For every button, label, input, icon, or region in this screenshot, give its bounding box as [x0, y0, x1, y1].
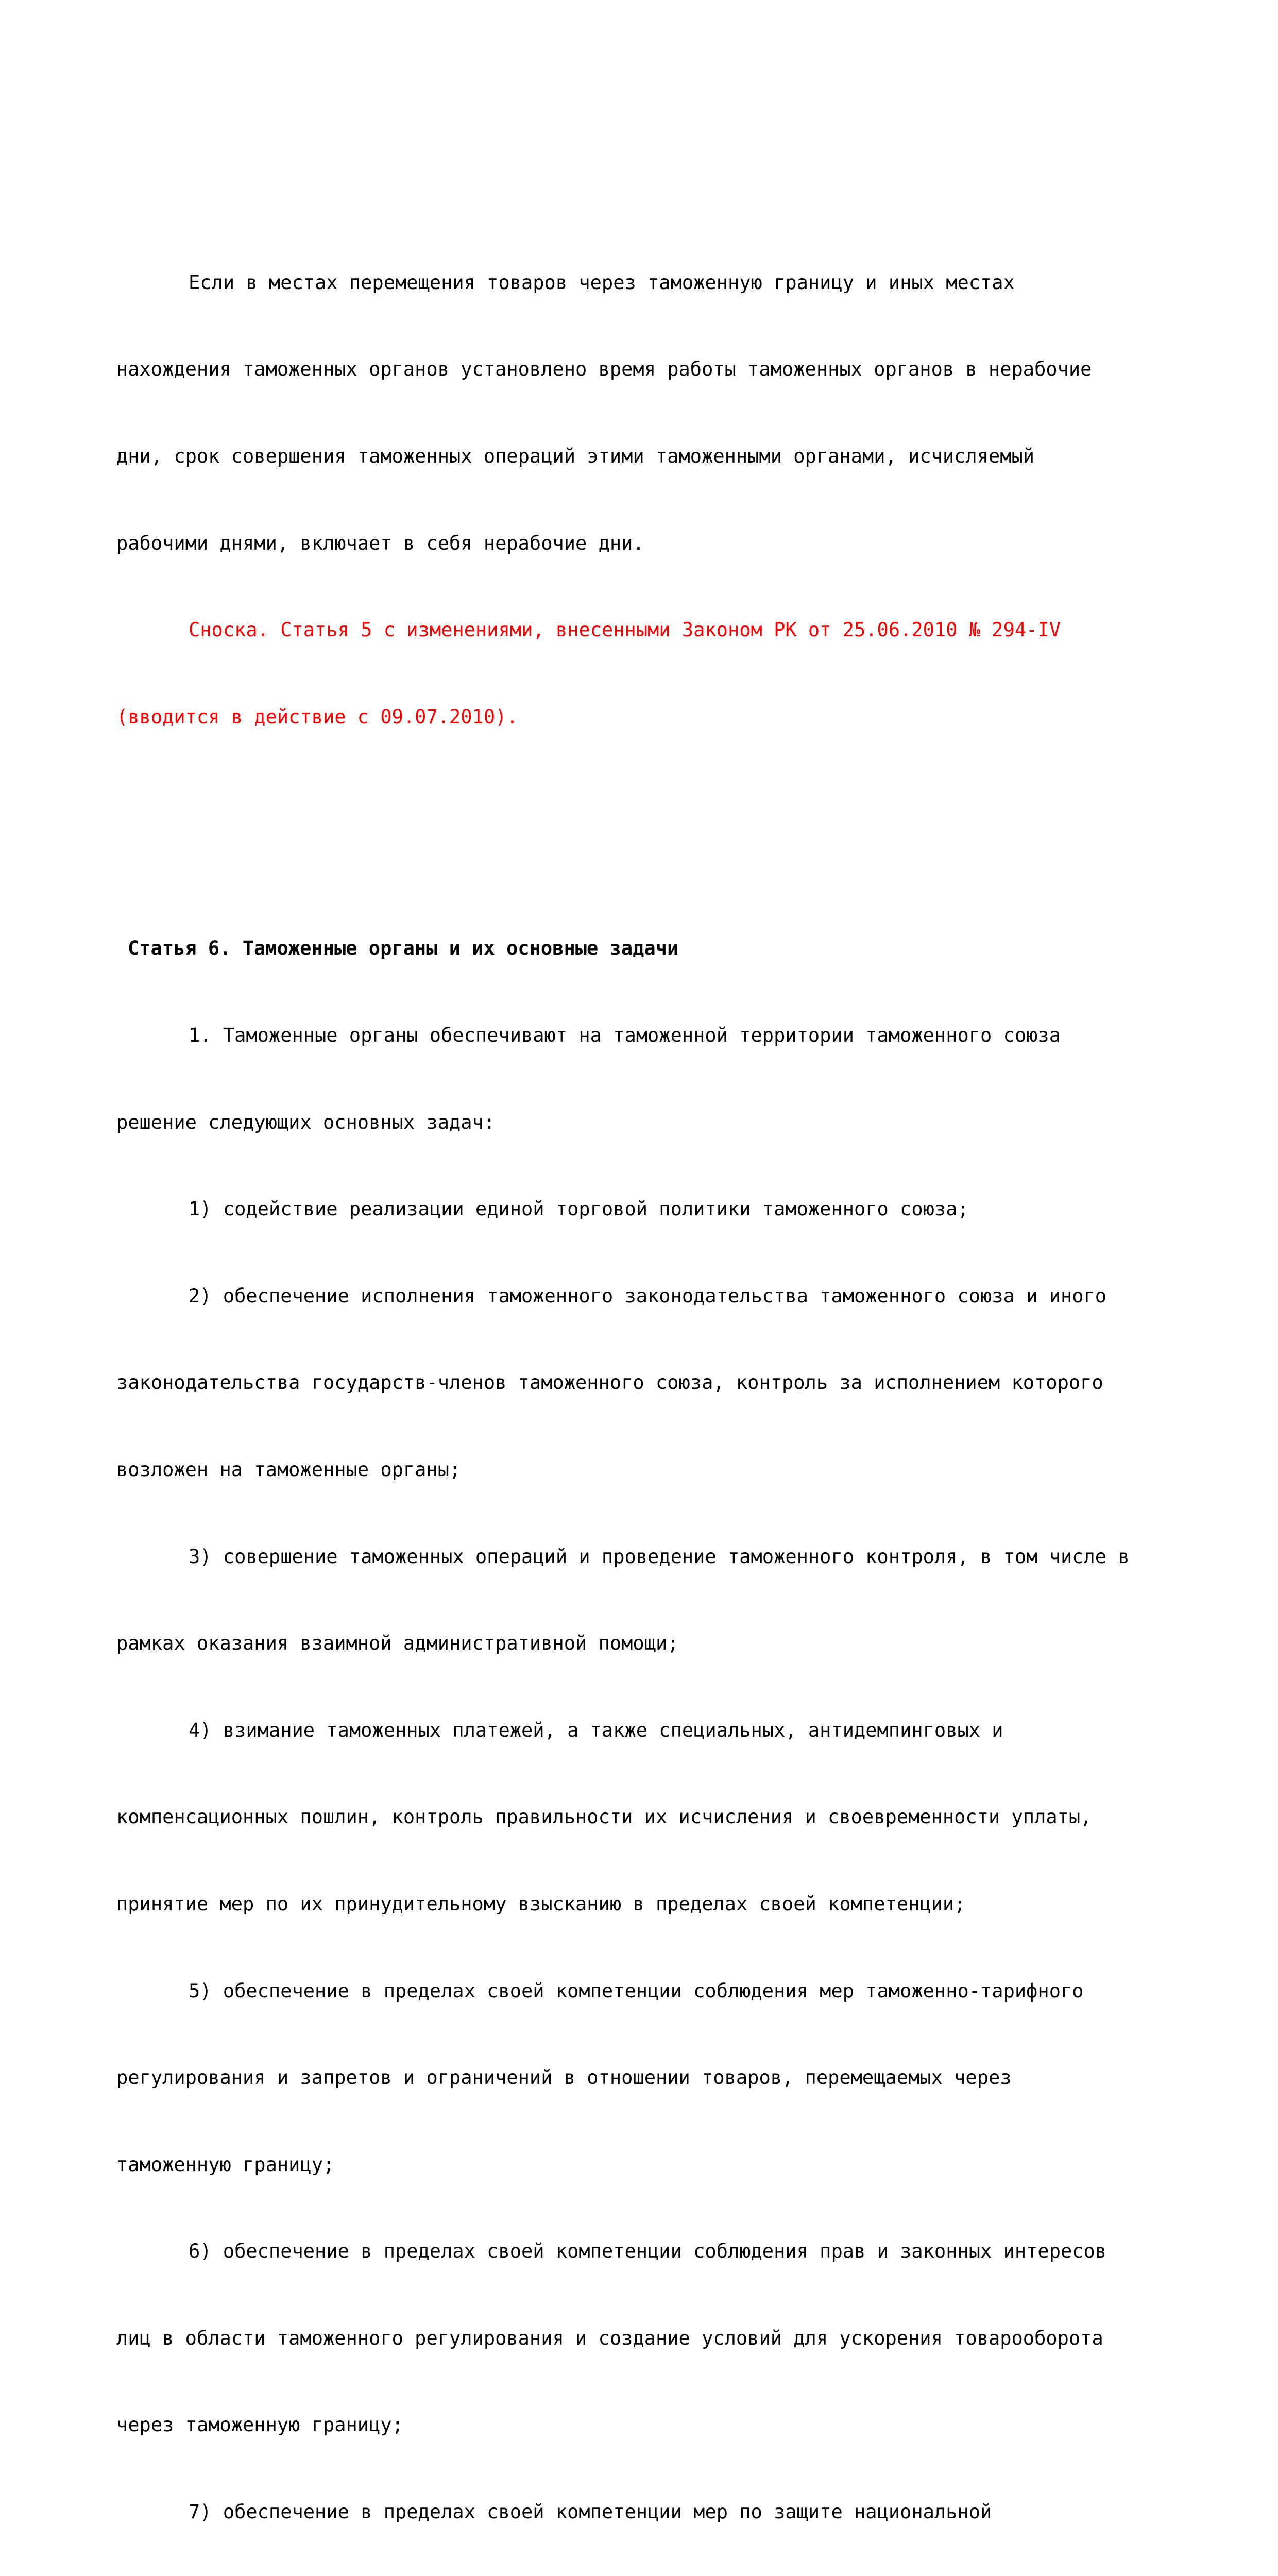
paragraph-line: 5) обеспечение в пределах своей компетенции соблюдения мер таможенно-тарифного [189, 1979, 1084, 2002]
paragraph-line: таможенную границу; [116, 2153, 335, 2176]
paragraph-line: 4) взимание таможенных платежей, а также специальных, антидемпинговых и [189, 1719, 1003, 1741]
paragraph-line: рамках оказания взаимной административной помощи; [116, 1632, 679, 1655]
paragraph-line: Если в местах перемещения товаров через таможенную границу и иных местах [189, 271, 1015, 294]
footnote-line: (вводится в действие с 09.07.2010). [116, 705, 518, 728]
paragraph-line: 6) обеспечение в пределах своей компетенции соблюдения прав и законных интересов [189, 2240, 1107, 2263]
paragraph-line: 7) обеспечение в пределах своей компетенции мер по защите национальной [189, 2501, 992, 2523]
paragraph-line: регулирования и запретов и ограничений в отношении товаров, перемещаемых через [116, 2066, 1012, 2089]
document-page [116, 152, 1178, 2576]
paragraph-line: 3) совершение таможенных операций и проведение таможенного контроля, в том числе в [189, 1545, 1130, 1568]
paragraph-line: лиц в области таможенного регулирования и создание условий для ускорения товарооборота [116, 2327, 1103, 2349]
article-heading: Статья 6. Таможенные органы и их основные задачи [128, 937, 679, 960]
paragraph-line: решение следующих основных задач: [116, 1111, 496, 1133]
paragraph-line: дни, срок совершения таможенных операций этими таможенными органами, исчисляемый [116, 445, 1035, 467]
paragraph-line: 2) обеспечение исполнения таможенного законодательства таможенного союза и иного [189, 1284, 1107, 1307]
footnote-line: Сноска. Статья 5 с изменениями, внесенными Законом РК от 25.06.2010 № 294-IV [189, 619, 1061, 641]
paragraph-line: нахождения таможенных органов установлено время работы таможенных органов в нерабочие [116, 358, 1092, 381]
paragraph-line: 1) содействие реализации единой торговой политики таможенного союза; [189, 1198, 969, 1221]
paragraph-line: законодательства государств-членов таможенного союза, контроль за исполнением которого [116, 1371, 1103, 1394]
spacer [116, 789, 1178, 818]
paragraph-line: через таможенную границу; [116, 2414, 403, 2436]
paragraph-line: возложен на таможенные органы; [116, 1458, 461, 1481]
paragraph-line: 1. Таможенные органы обеспечивают на таможенной территории таможенного союза [189, 1024, 1061, 1046]
paragraph-line: рабочими днями, включает в себя нерабочие дни. [116, 532, 644, 554]
paragraph-line: принятие мер по их принудительному взысканию в пределах своей компетенции; [116, 1892, 966, 1915]
paragraph-line: компенсационных пошлин, контроль правильности их исчисления и своевременности уплаты, [116, 1806, 1092, 1828]
